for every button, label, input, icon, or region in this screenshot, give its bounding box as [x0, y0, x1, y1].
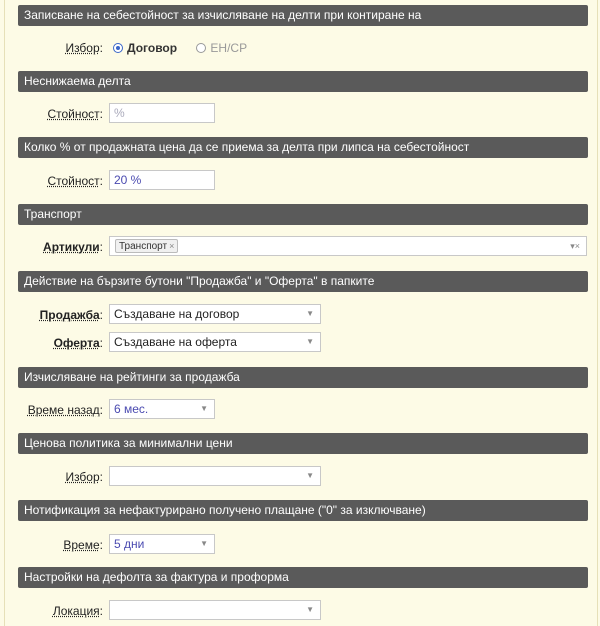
- section-header-percent-price: [18, 137, 588, 158]
- field-label: Локация:: [52, 604, 103, 618]
- field-label: Продажба:: [39, 308, 103, 322]
- row-transport-articles: [5, 236, 600, 260]
- row-invoice-location: [5, 600, 600, 624]
- chip-transport[interactable]: Транспорт ×: [115, 239, 178, 253]
- section-header-min-delta: [18, 71, 588, 92]
- section-title: Неснижаема делта: [24, 74, 131, 88]
- radio-label-en-sr[interactable]: ЕН/СР: [210, 41, 248, 55]
- chevron-down-icon[interactable]: ▼: [200, 539, 208, 548]
- field-label: Избор:: [65, 470, 103, 484]
- offer-action-select[interactable]: Създаване на оферта ▼: [109, 332, 321, 352]
- field-label: Избор:: [65, 41, 103, 55]
- section-header-ratings: [18, 367, 588, 388]
- chevron-down-icon[interactable]: ▼: [200, 404, 208, 413]
- row-cost-choice: [5, 37, 600, 61]
- notification-time-select[interactable]: 5 дни ▼: [109, 534, 215, 554]
- chevron-down-icon[interactable]: ▼: [306, 309, 314, 318]
- chevron-down-icon[interactable]: ▼: [306, 605, 314, 614]
- field-label: Време назад:: [27, 403, 103, 417]
- field-label: Артикули:: [43, 240, 103, 254]
- price-policy-select[interactable]: [109, 466, 321, 486]
- section-title: Записване на себестойност за изчисляване на делти при контиране на: [24, 8, 422, 22]
- sale-action-select[interactable]: Създаване на договор ▼: [109, 304, 321, 324]
- settings-panel: [4, 0, 598, 626]
- location-select[interactable]: [109, 600, 321, 620]
- radio-unselected-icon[interactable]: [196, 43, 206, 53]
- dropdown-clear-icon[interactable]: ▾×: [570, 241, 580, 251]
- ratings-time-select[interactable]: 6 мес. ▼: [109, 399, 215, 419]
- section-header-notification: [18, 500, 588, 521]
- row-notification-time: [5, 534, 600, 558]
- field-label: Време:: [63, 538, 103, 552]
- row-offer-action: [5, 332, 600, 356]
- radio-contract[interactable]: [113, 41, 193, 55]
- row-min-delta: [5, 103, 600, 127]
- section-title: Транспорт: [24, 207, 82, 221]
- percent-price-input[interactable]: 20 %: [109, 170, 215, 190]
- section-title: Колко % от продажната цена да се приема за делта при липса на себестойност: [24, 140, 470, 154]
- section-header-price-policy: [18, 433, 588, 454]
- row-percent-price: [5, 170, 600, 194]
- min-delta-input[interactable]: %: [109, 103, 215, 123]
- radio-selected-icon[interactable]: [113, 43, 123, 53]
- row-price-policy: [5, 466, 600, 490]
- radio-en-sr[interactable]: [196, 41, 247, 55]
- section-header-transport: [18, 204, 588, 225]
- section-title: Изчисляване на рейтинги за продажба: [24, 370, 240, 384]
- section-title: Действие на бързите бутони "Продажба" и "Оферта" в папките: [24, 274, 375, 288]
- section-title: Нотификация за нефактурирано получено плащане ("0" за изключване): [24, 503, 426, 517]
- articles-multiselect[interactable]: [109, 236, 587, 256]
- chevron-down-icon[interactable]: ▼: [306, 337, 314, 346]
- chip-remove-icon[interactable]: ×: [169, 241, 175, 251]
- field-label: Стойност:: [47, 174, 103, 188]
- section-header-quick-buttons: [18, 271, 588, 292]
- section-title: Ценова политика за минимални цени: [24, 436, 233, 450]
- row-sale-action: [5, 304, 600, 328]
- radio-label-contract[interactable]: Договор: [127, 41, 178, 55]
- chevron-down-icon[interactable]: ▼: [306, 471, 314, 480]
- radio-group-cost: [113, 37, 247, 59]
- section-header-cost-recording: [18, 5, 588, 26]
- row-ratings-time: [5, 399, 600, 423]
- field-label: Оферта:: [53, 336, 103, 350]
- section-title: Настройки на дефолта за фактура и проформа: [24, 570, 289, 584]
- section-header-invoice-defaults: [18, 567, 588, 588]
- field-label: Стойност:: [47, 107, 103, 121]
